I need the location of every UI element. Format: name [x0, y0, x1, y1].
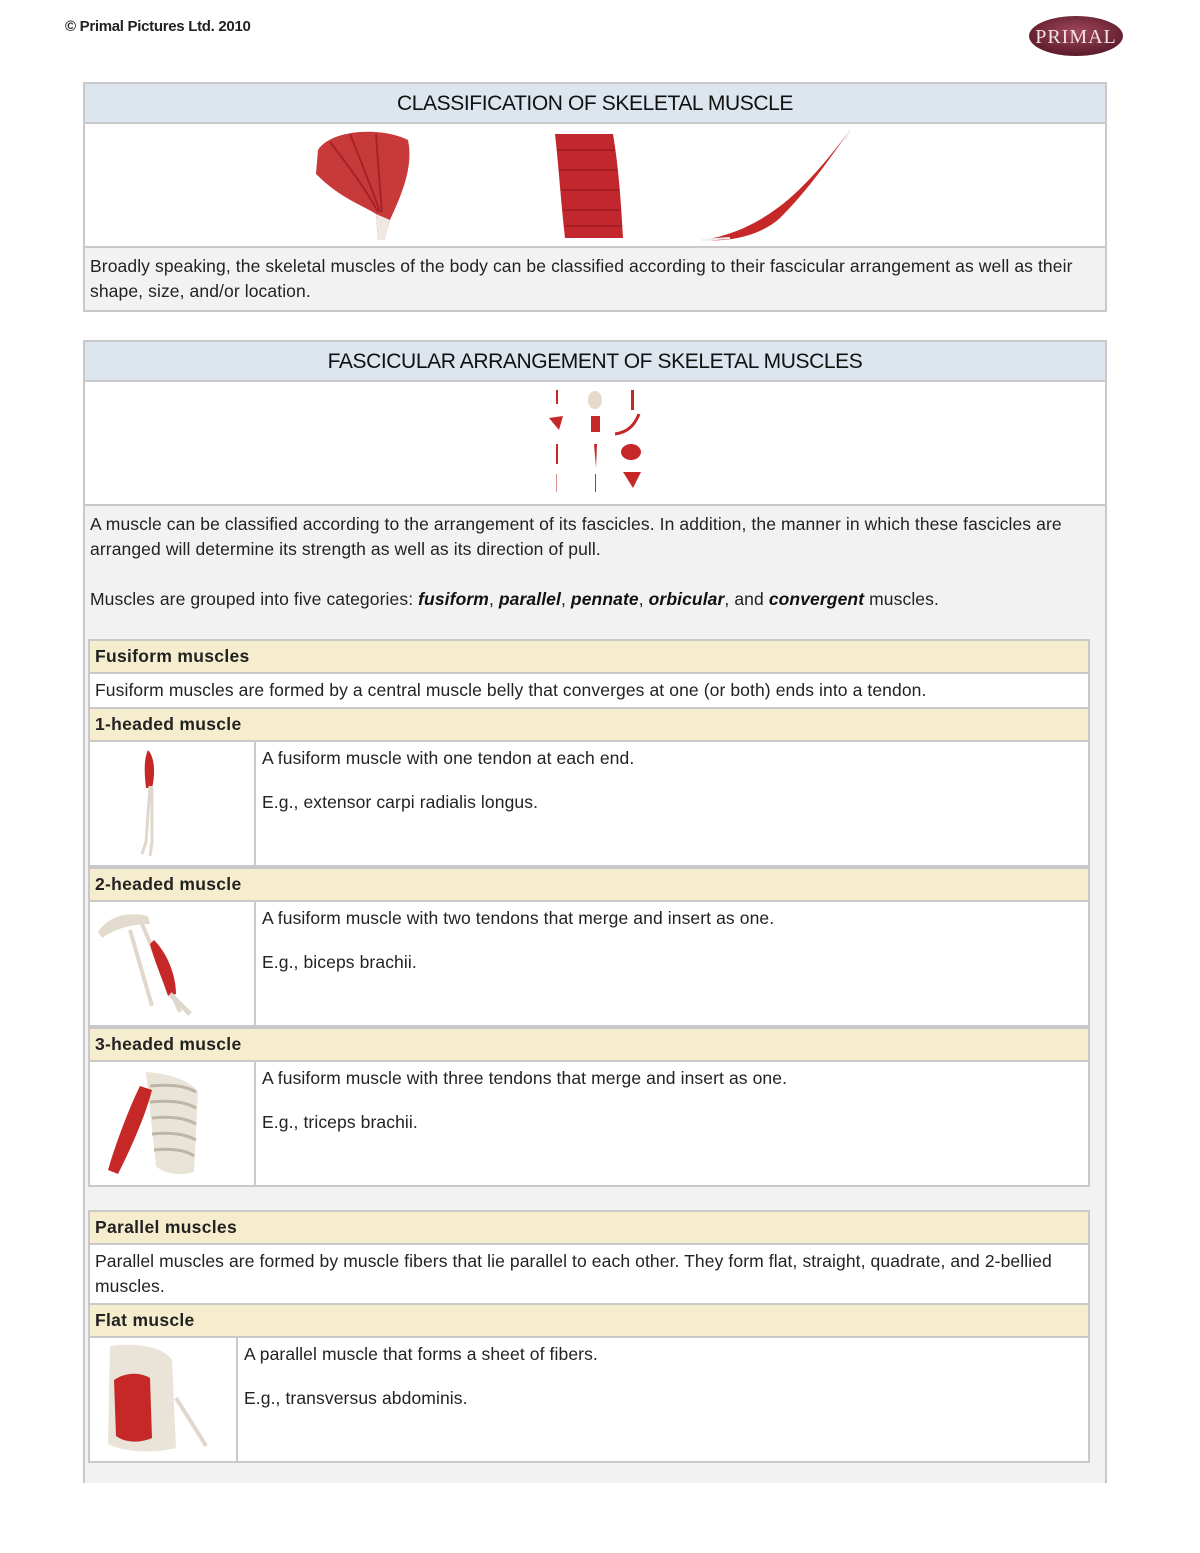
fusiform-table: [88, 639, 1090, 1187]
one-headed-image: [90, 742, 256, 865]
fusiform-description: Fusiform muscles are formed by a central muscle belly that converges at one (or both) ends into a tendon.: [90, 674, 1088, 709]
two-headed-definition: A fusiform muscle with two tendons that merge and insert as one.: [262, 908, 775, 928]
three-headed-example: E.g., triceps brachii.: [262, 1112, 418, 1132]
flat-muscle-definition: A parallel muscle that forms a sheet of fibers.: [244, 1344, 598, 1364]
parallel-table: [88, 1210, 1090, 1463]
flat-muscle-image: [90, 1338, 238, 1461]
category-convergent: convergent: [768, 589, 865, 609]
two-headed-image: [90, 902, 256, 1025]
fascicular-categories: Muscles are grouped into five categories: fusiform, parallel, pennate, orbicular, and convergent muscles.: [90, 589, 939, 609]
category-fusiform: fusiform: [418, 589, 489, 609]
classification-images: [85, 124, 1105, 248]
muscle-types-thumbnail: [545, 388, 645, 498]
two-headed-text: [256, 902, 1088, 1025]
three-headed-label: 3-headed muscle: [90, 1027, 1088, 1062]
three-headed-image: [90, 1062, 256, 1185]
strap-muscle-image: [547, 130, 627, 242]
one-headed-label: 1-headed muscle: [90, 709, 1088, 742]
fascicular-intro: A muscle can be classified according to the arrangement of its fascicles. In addition, the manner in which these fascicles are arranged will determine its strength as well as its direction of pull.: [90, 514, 1062, 559]
three-headed-definition: A fusiform muscle with three tendons that merge and insert as one.: [262, 1068, 788, 1088]
classification-title: CLASSIFICATION OF SKELETAL MUSCLE: [85, 84, 1105, 124]
category-orbicular: orbicular: [648, 589, 725, 609]
category-pennate: pennate: [570, 589, 639, 609]
classification-section: [83, 82, 1107, 312]
copyright-notice: © Primal Pictures Ltd. 2010: [65, 18, 251, 35]
fascicular-thumbnail-grid: [85, 382, 1105, 506]
category-parallel: parallel: [498, 589, 561, 609]
fusiform-title: Fusiform muscles: [90, 641, 1088, 674]
one-headed-text: [256, 742, 1088, 865]
one-headed-row: [90, 742, 1088, 867]
three-headed-row: [90, 1062, 1088, 1185]
fan-muscle-image: [310, 128, 420, 244]
one-headed-definition: A fusiform muscle with one tendon at each end.: [262, 748, 635, 768]
parallel-description: Parallel muscles are formed by muscle fibers that lie parallel to each other. They form flat, straight, quadrate, and 2-bellied muscles.: [90, 1245, 1088, 1305]
three-headed-text: [256, 1062, 1088, 1185]
two-headed-example: E.g., biceps brachii.: [262, 952, 417, 972]
flat-muscle-example: E.g., transversus abdominis.: [244, 1388, 468, 1408]
flat-muscle-text: [238, 1338, 1088, 1461]
parallel-title: Parallel muscles: [90, 1212, 1088, 1245]
classification-description: Broadly speaking, the skeletal muscles of the body can be classified according to their fascicular arrangement as well as their shape, size, and/or location.: [85, 248, 1105, 310]
flat-muscle-row: [90, 1338, 1088, 1461]
two-headed-row: [90, 902, 1088, 1027]
flat-muscle-label: Flat muscle: [90, 1305, 1088, 1338]
long-muscle-image: [700, 128, 860, 244]
fascicular-title: FASCICULAR ARRANGEMENT OF SKELETAL MUSCLES: [85, 342, 1105, 382]
two-headed-label: 2-headed muscle: [90, 867, 1088, 902]
primal-logo: [1028, 15, 1124, 57]
svg-text:PRIMAL: PRIMAL: [1035, 26, 1117, 48]
one-headed-example: E.g., extensor carpi radialis longus.: [262, 792, 539, 812]
